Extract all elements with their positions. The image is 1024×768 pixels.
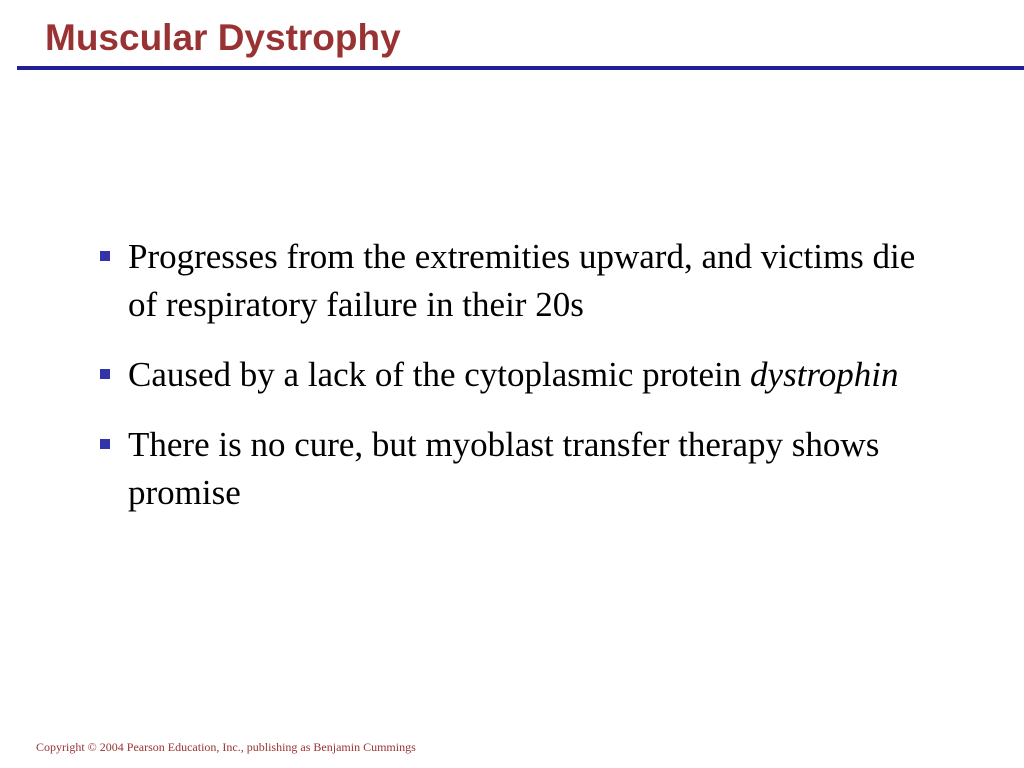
square-bullet-icon	[100, 251, 110, 261]
bullet-text: There is no cure, but myoblast transfer therapy shows promise	[128, 425, 880, 512]
copyright-notice: Copyright © 2004 Pearson Education, Inc., publishing as Benjamin Cummings	[36, 740, 416, 754]
square-bullet-icon	[100, 369, 110, 379]
title-divider	[17, 66, 1024, 70]
square-bullet-icon	[100, 439, 110, 449]
bullet-item	[98, 421, 918, 517]
emphasized-term: dystrophin	[750, 355, 899, 394]
bullet-item	[98, 351, 918, 399]
bullet-text: Caused by a lack of the cytoplasmic protein	[128, 355, 751, 394]
bullet-text: Progresses from the extremities upward, and victims die of respiratory failure in their 20s	[128, 237, 916, 324]
bullet-list	[98, 233, 918, 539]
bullet-item	[98, 233, 918, 329]
slide-title: Muscular Dystrophy	[45, 17, 401, 58]
